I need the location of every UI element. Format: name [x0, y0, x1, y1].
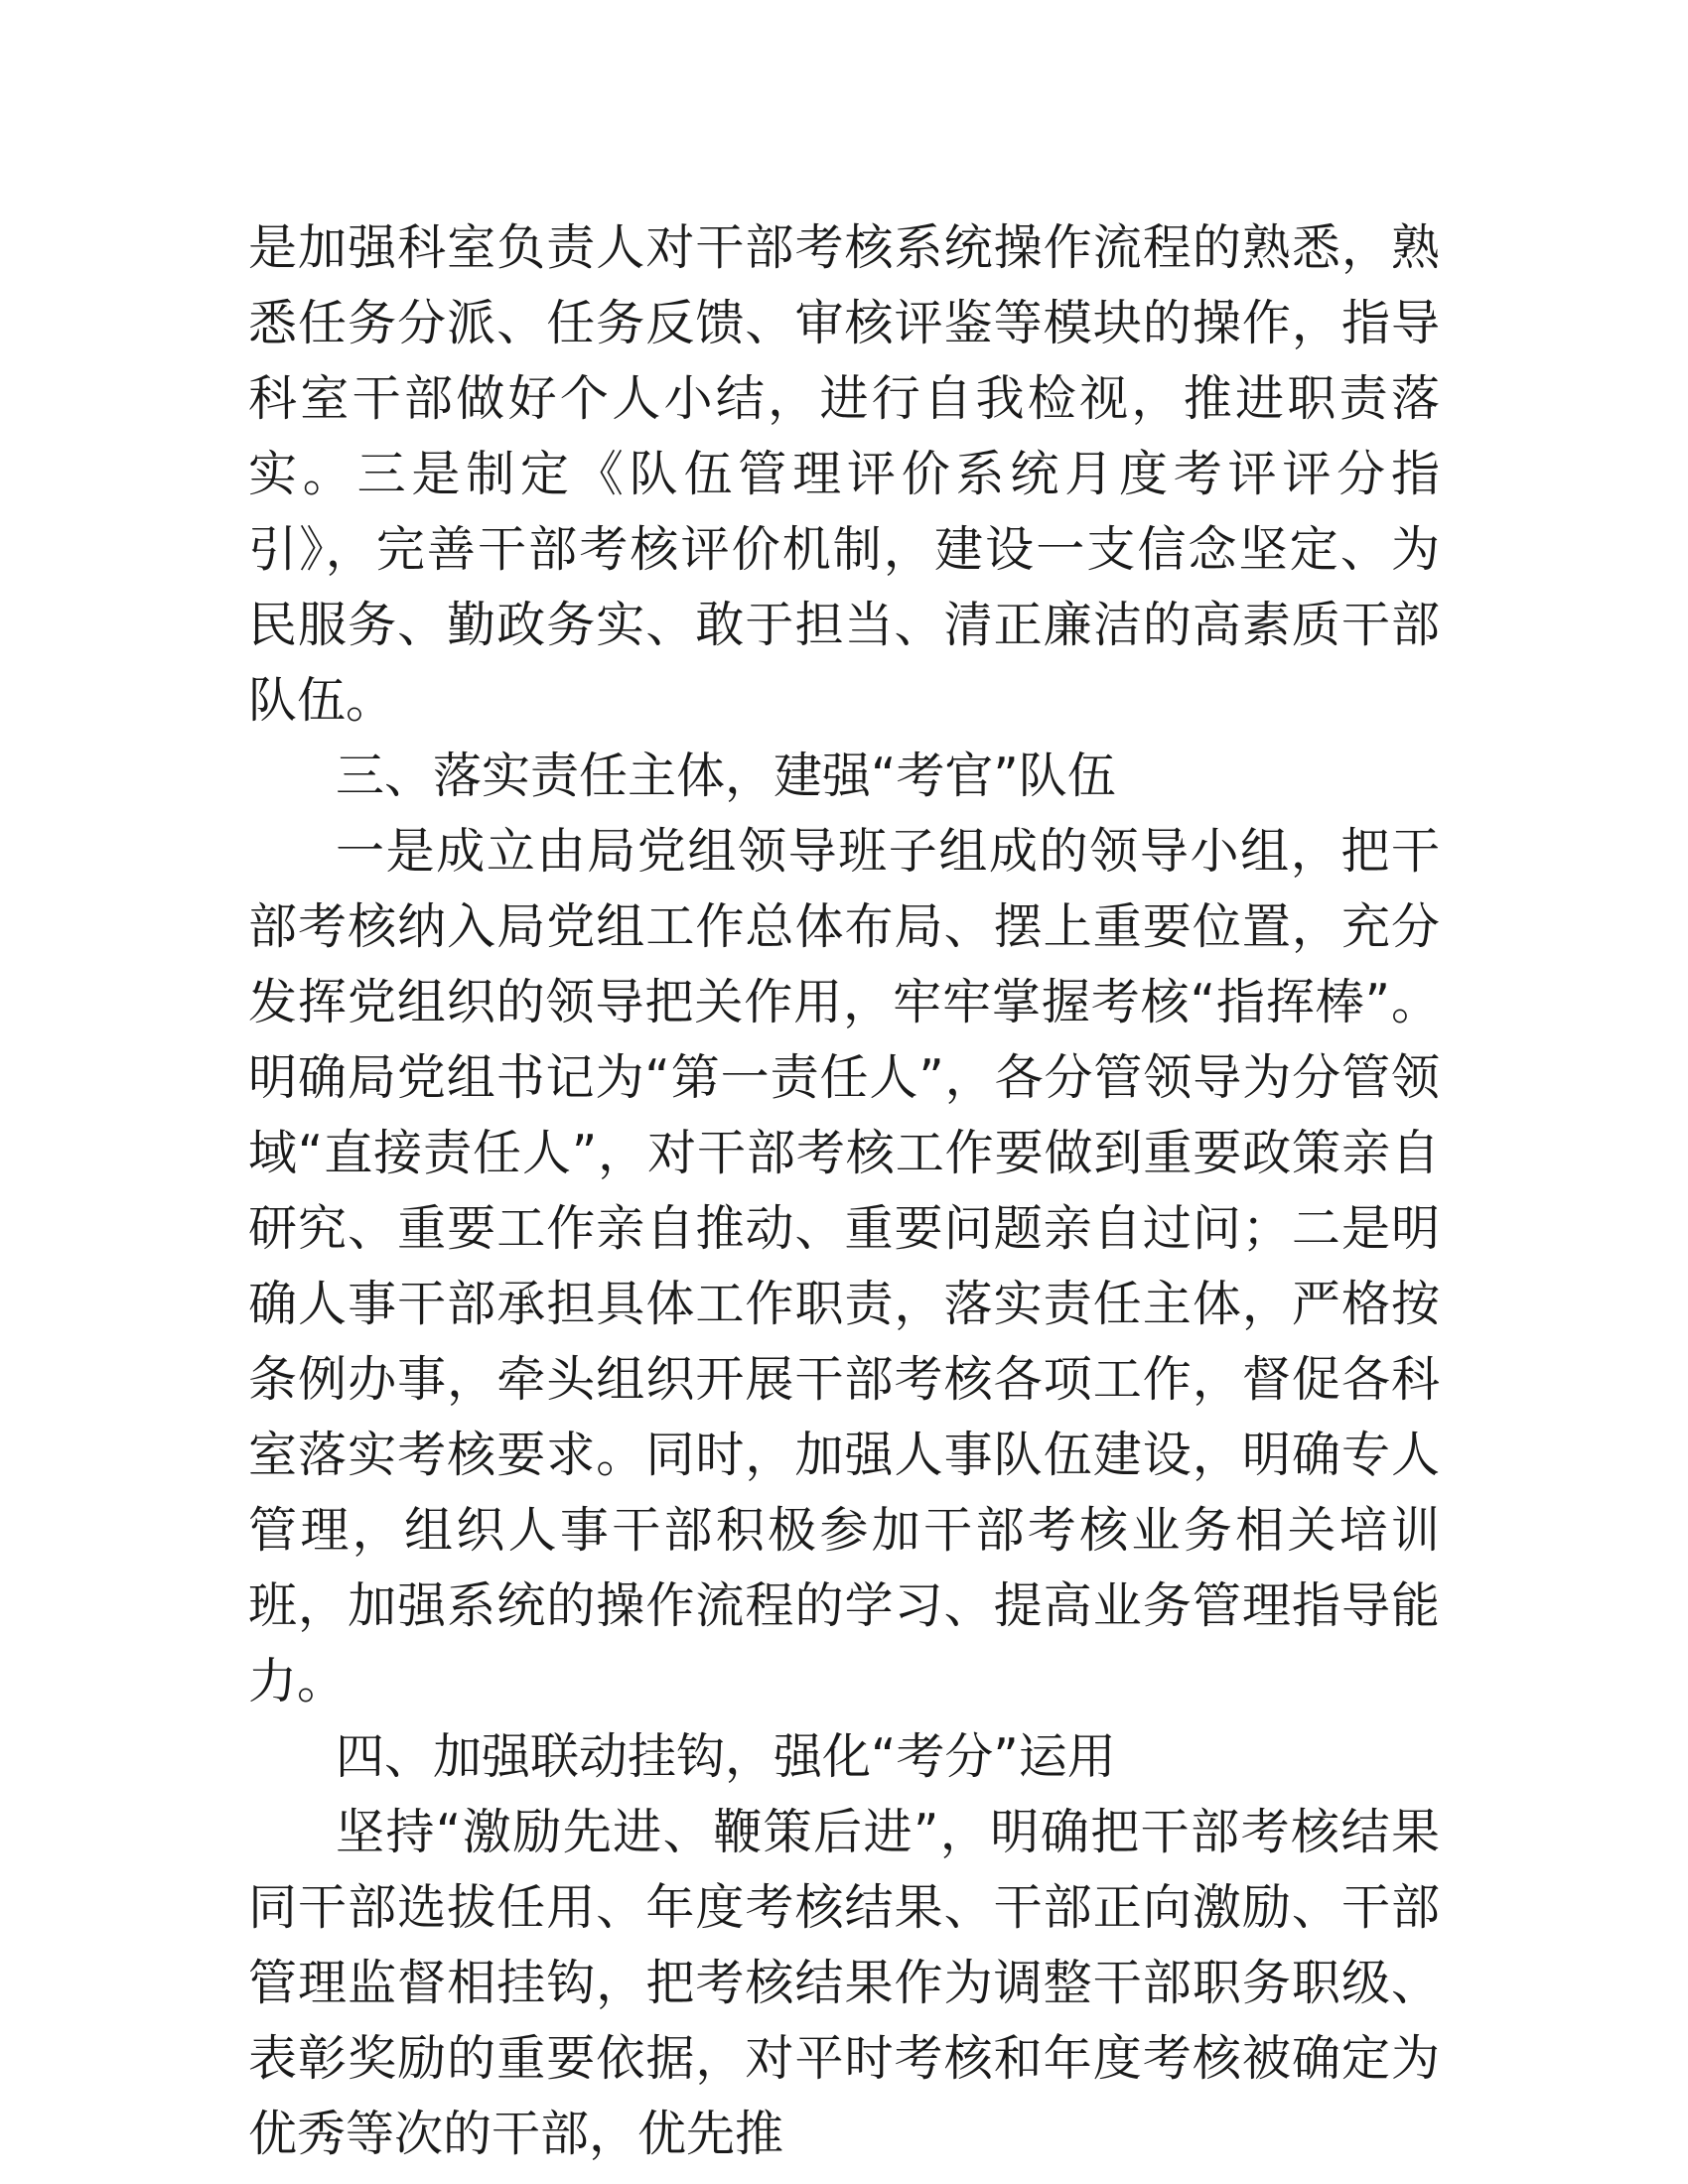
paragraph-section-4: 坚持“激励先进、鞭策后进”，明确把干部考核结果同干部选拔任用、年度考核结果、干部正向激励、干部管理监督相挂钩，把考核结果作为调整干部职务职级、表彰奖励的重要依据，对平时考核和年度考核被确定为优秀等次的干部，优先推: [248, 1804, 1440, 2162]
section-heading-3: 三、落实责任主体，建强“考官”队伍: [336, 748, 1116, 804]
paragraph-continuation: 是加强科室负责人对干部考核系统操作流程的熟悉，熟悉任务分派、任务反馈、审核评鉴等模块的操作，指导科室干部做好个人小结，进行自我检视，推进职责落实。三是制定《队伍管理评价系统月度考评评分指引》，完善干部考核评价机制，建设一支信念坚定、为民服务、勤政务实、敢于担当、清正廉洁的高素质干部队伍。: [248, 219, 1440, 729]
document-body: [248, 210, 1440, 2172]
paragraph-section-3: 一是成立由局党组领导班子组成的领导小组，把干部考核纳入局党组工作总体布局、摆上重要位置，充分发挥党组织的领导把关作用，牢牢掌握考核“指挥棒”。明确局党组书记为“第一责任人”，各分管领导为分管领域“直接责任人”，对干部考核工作要做到重要政策亲自研究、重要工作亲自推动、重要问题亲自过问；二是明确人事干部承担具体工作职责，落实责任主体，严格按条例办事，牵头组织开展干部考核各项工作，督促各科室落实考核要求。同时，加强人事队伍建设，明确专人管理，组织人事干部积极参加干部考核业务相关培训班，加强系统的操作流程的学习、提高业务管理指导能力。: [248, 823, 1440, 1709]
section-heading-4: 四、加强联动挂钩，强化“考分”运用: [336, 1728, 1116, 1785]
